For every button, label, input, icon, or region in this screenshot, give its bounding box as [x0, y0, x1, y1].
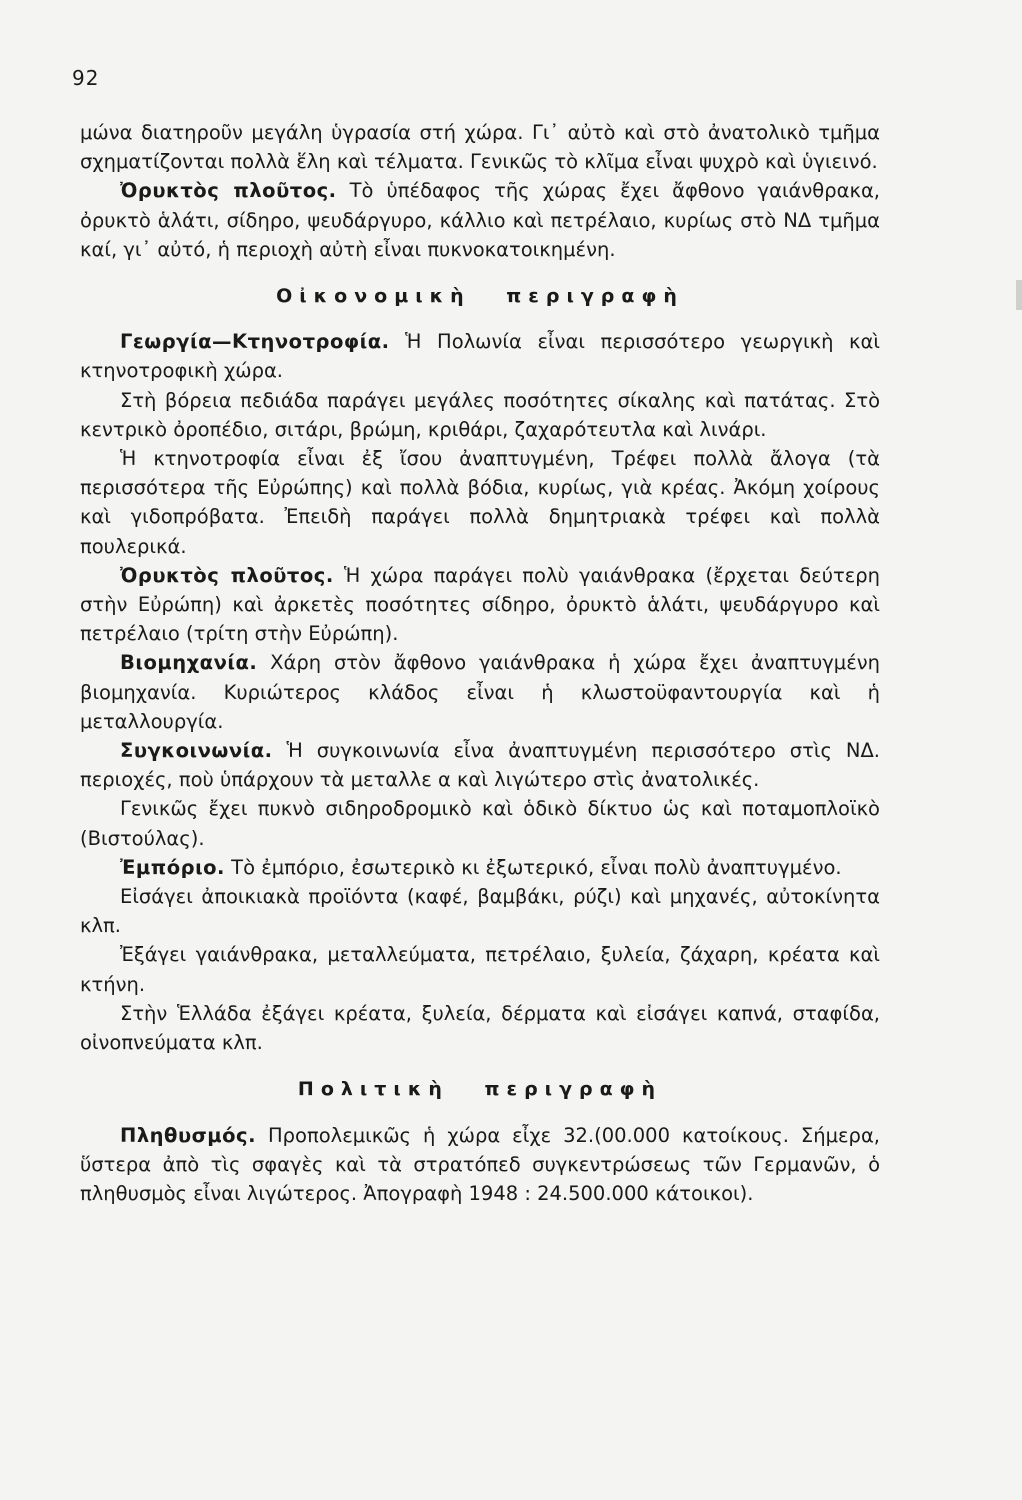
- paragraph-northern-plain: Στὴ βόρεια πεδιάδα παράγει μεγάλες ποσότητες σίκαλης καὶ πατάτας. Στὸ κεντρικὸ ὀροπέδιο, σιτάρι, βρώμη, κριθάρι, ζαχαρότευτλα καὶ λινάρι.: [80, 388, 880, 441]
- paragraph-communications: Συγκοινωνία. Ἡ συγκοινωνία εἶνα ἀναπτυγμένη περισσότερο στὶς ΝΔ. περιοχές, ποὺ ὑπάρχουν τὰ μεταλλε α καὶ λιγώτερο στὶς ἀνατολικές.: [80, 739, 880, 792]
- paragraph-livestock: Ἡ κτηνοτροφία εἶναι ἐξ ἴσου ἀναπτυγμένη, Τρέφει πολλὰ ἄλογα (τὰ περισσότερα τῆς Εὐρώπης) καὶ πολλὰ βόδια, κυρίως, γιὰ κρέας. Ἀκόμη χοίρους καὶ γιδοπρόβατα. Ἐπειδὴ παράγει πολλὰ δημητριακὰ τρέφει καὶ πολλὰ πουλερικά.: [80, 447, 880, 558]
- section-heading-political: Πολιτικὴ περιγραφὴ: [297, 1078, 663, 1101]
- paragraph-trade: Ἐμπόριο. Τὸ ἐμπόριο, ἐσωτερικὸ κι ἐξωτερικό, εἶναι πολὺ ἀναπτυγμένο.: [120, 855, 842, 879]
- lead-term: Ἐμπόριο.: [120, 855, 225, 879]
- paragraph-agriculture: Γεωργία—Κτηνοτροφία. Ἡ Πολωνία εἶναι περισσότερο γεωργικὴ καὶ κτηνοτροφικὴ χώρα.: [80, 330, 880, 383]
- page-body: [80, 118, 880, 1208]
- page-number: 92: [72, 66, 100, 90]
- paragraph-imports: Εἰσάγει ἀποικιακὰ προϊόντα (καφέ, βαμβάκι, ρύζι) καὶ μηχανές, αὐτοκίνητα κλπ.: [80, 885, 880, 938]
- paragraph-network: Γενικῶς ἔχει πυκνὸ σιδηροδρομικὸ καὶ ὁδικὸ δίκτυο ὡς καὶ ποταμοπλοϊκὸ (Βιστούλας).: [80, 797, 880, 850]
- paragraph-mineral-wealth-2: Ὀρυκτὸς πλοῦτος. Ἡ χώρα παράγει πολὺ γαιάνθρακα (ἔρχεται δεύτερη στὴν Εὐρώπη) καὶ ἀρκετὲς ποσότητες σίδηρο, ὀρυκτὸ ἁλάτι, ψευδάργυρο καὶ πετρέλαιο (τρίτη στὴν Εὐρώπη).: [80, 563, 880, 646]
- lead-term: Ὀρυκτὸς πλοῦτος.: [120, 179, 337, 203]
- lead-term: Βιομηχανία.: [120, 651, 258, 675]
- paragraph-greece-trade: Στὴν Ἑλλάδα ἐξάγει κρέατα, ξυλεία, δέρματα καὶ εἰσάγει καπνά, σταφίδα, οἰνοπνεύματα κλπ.: [80, 1001, 880, 1055]
- paragraph-mineral-wealth-1: Ὀρυκτὸς πλοῦτος. Τὸ ὑπέδαφος τῆς χώρας ἔχει ἄφθονο γαιάνθρακα, ὀρυκτὸ ἁλάτι, σίδηρο, ψευδάργυρο, κάλλιο καὶ πετρέλαιο, κυρίως στὸ ΝΔ τμῆμα καί, γι᾽ αὐτό, ἡ περιοχὴ αὐτὴ εἶναι πυκνοκατοικημένη.: [80, 179, 880, 261]
- lead-term: Ὀρυκτὸς πλοῦτος.: [120, 563, 334, 587]
- paragraph-industry: Βιομηχανία. Χάρη στὸν ἄφθονο γαιάνθρακα ἡ χώρα ἔχει ἀναπτυγμένη βιομηχανία. Κυριώτερος κλάδος εἶναι ἡ κλωστοϋφαντουργία καὶ ἡ μεταλλουργία.: [80, 651, 880, 733]
- page-edge-mark: [1016, 280, 1022, 310]
- paragraph-population: Πληθυσμός. Προπολεμικῶς ἡ χώρα εἶχε 32.(00.000 κατοίκους. Σήμερα, ὕστερα ἀπὸ τὶς σφαγὲς καὶ τὰ στρατόπεδ συγκεντρώσεως τῶν Γερμανῶν, ὁ πληθυσμὸς εἶναι λιγώτερος. Ἀπογραφὴ 1948 : 24.500.000 κάτοικοι).: [80, 1123, 880, 1205]
- paragraph-exports: Ἐξάγει γαιάνθρακα, μεταλλεύματα, πετρέλαιο, ξυλεία, ζάχαρη, κρέατα καὶ κτήνη.: [80, 943, 880, 996]
- section-heading-economic: Οἰκονομικὴ περιγραφὴ: [276, 285, 684, 308]
- paragraph-climate: μώνα διατηροῦν μεγάλη ὑγρασία στή χώρα. Γι᾽ αὐτὸ καὶ στὸ ἀνατολικὸ τμῆμα σχηματίζονται πολλὰ ἕλη καὶ τέλματα. Γενικῶς τὸ κλῖμα εἶναι ψυχρὸ καὶ ὑγιεινό.: [80, 121, 880, 174]
- lead-term: Πληθυσμός.: [120, 1123, 257, 1147]
- lead-term: Συγκοινωνία.: [120, 739, 273, 763]
- lead-term: Γεωργία—Κτηνοτροφία.: [120, 330, 390, 354]
